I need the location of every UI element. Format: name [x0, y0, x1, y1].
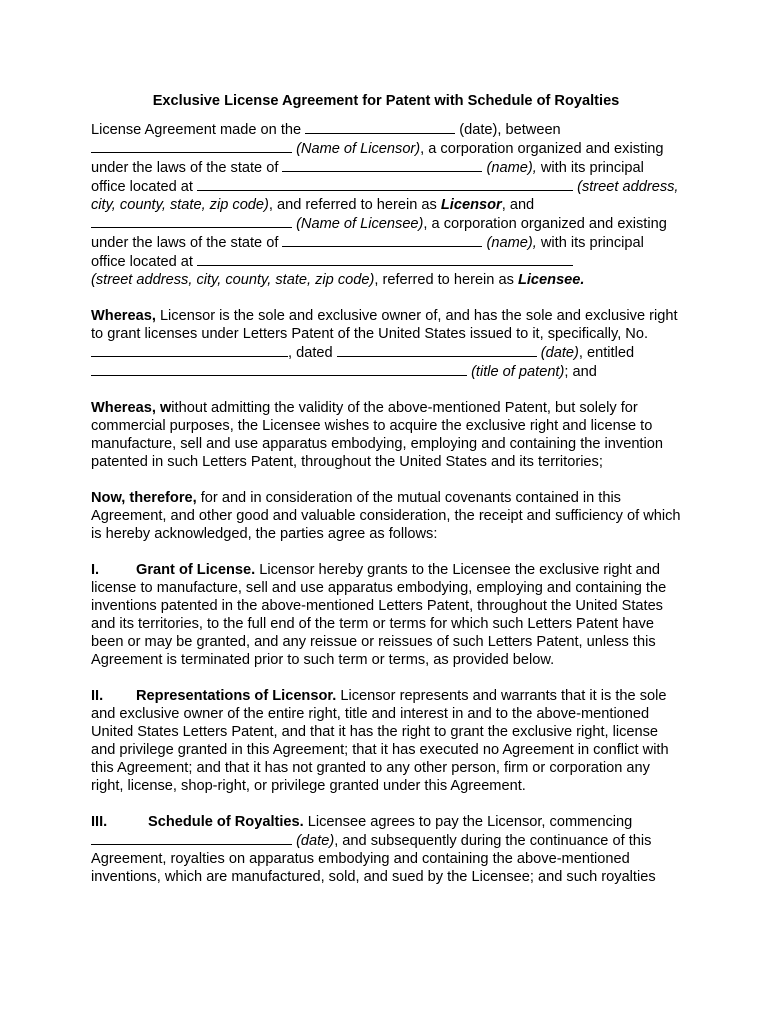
- licensee-address-blank[interactable]: [197, 252, 573, 266]
- whereas-lead: Whereas, w: [91, 400, 172, 416]
- intro-text: , and referred to herein as: [268, 197, 441, 213]
- intro-text: (date), between: [459, 122, 561, 138]
- section-heading: Grant of License.: [136, 562, 256, 578]
- patent-date-blank[interactable]: [337, 343, 537, 357]
- section-heading: Representations of Licensor.: [136, 688, 337, 704]
- licensor-address-blank[interactable]: [197, 177, 573, 191]
- section-number: II.: [91, 688, 104, 704]
- intro-text: , referred to herein as: [374, 272, 518, 288]
- patent-title-label: (title of patent): [471, 364, 565, 380]
- licensee-name-label: (Name of Licensee): [296, 216, 424, 232]
- section-text: Licensor represents and warrants that it is the sole and exclusive owner of the entire right, title and interest in and to the above-mentioned United States Letters Patent, and that it has the right to grant the exclusive right, license and privilege granted in this Agreement; that it has executed no Agreement in conflict with this Agreement; and that it has not granted to any other person, firm or corporation any right, license, shop-right, or privilege granted under this Agreement.: [91, 688, 669, 794]
- state-name-label: (name),: [486, 235, 537, 251]
- patent-title-blank[interactable]: [91, 362, 467, 376]
- section-number: I.: [91, 562, 100, 578]
- whereas-paragraph-2: [91, 399, 681, 471]
- section-representations: [91, 687, 681, 795]
- now-therefore-lead: Now, therefore,: [91, 490, 197, 506]
- document-title: Exclusive License Agreement for Patent with Schedule of Royalties: [152, 93, 620, 109]
- intro-text: with its principal office located at: [91, 235, 644, 270]
- intro-text: , a corporation organized and existing under the laws of the state of: [91, 216, 667, 251]
- whereas-text: , entitled: [578, 345, 635, 361]
- now-therefore-paragraph: [91, 489, 681, 543]
- royalty-start-date-blank[interactable]: [91, 831, 292, 845]
- date-label: (date): [296, 833, 335, 849]
- whereas-text: , dated: [288, 345, 333, 361]
- section-number: III.: [91, 814, 108, 830]
- document-body: [91, 92, 681, 904]
- whereas-text: Licensor is the sole and exclusive owner of, and has the sole and exclusive right to grant licenses under Letters Patent of the United States issued to it, specifically, No.: [91, 308, 678, 342]
- intro-text: , and: [501, 197, 535, 213]
- licensor-term: Licensor: [440, 197, 502, 213]
- licensee-name-blank[interactable]: [91, 214, 292, 228]
- licensor-state-blank[interactable]: [282, 158, 482, 172]
- whereas-text: ithout admitting the validity of the above-mentioned Patent, but solely for commercial purposes, the Licensee wishes to acquire the exclusive right and license to manufacture, sell and use apparatus embodying, employing and containing the invention patented in such Letters Patent, throughout the United States and its territories;: [91, 400, 663, 470]
- date-label: (date): [540, 345, 579, 361]
- licensor-name-label: (Name of Licensor): [296, 141, 421, 157]
- intro-text: , a corporation organized and existing under the laws of the state of: [91, 141, 664, 176]
- section-text: Licensee agrees to pay the Licensor, commencing: [303, 814, 633, 830]
- licensee-term: Licensee.: [517, 272, 585, 288]
- section-heading: Schedule of Royalties.: [148, 814, 304, 830]
- patent-number-blank[interactable]: [91, 343, 288, 357]
- licensor-name-blank[interactable]: [91, 139, 292, 153]
- now-therefore-text: for and in consideration of the mutual covenants contained in this Agreement, and other good and valuable consideration, the receipt and sufficiency of which is hereby acknowledged, the parties agree as follows:: [91, 490, 681, 542]
- whereas-text: ; and: [564, 364, 597, 380]
- agreement-date-blank[interactable]: [305, 120, 455, 134]
- state-name-label: (name),: [486, 160, 537, 176]
- section-grant-of-license: [91, 561, 681, 669]
- intro-paragraph: [91, 120, 681, 289]
- address-label: (street address, city, county, state, zip code): [91, 179, 679, 213]
- section-text: Licensor hereby grants to the Licensee the exclusive right and license to manufacture, sell and use apparatus embodying, employing and containing the inventions patented in the above-mentioned Letters Patent, throughout the United States and its territories, to the full end of the term or terms for which such Letters Patent have been or may be granted, and any reissue or reissues of such Letters Patent, unless this Agreement is terminated prior to such term or terms, as provided below.: [91, 562, 667, 668]
- address-label: (street address, city, county, state, zip code): [91, 272, 375, 288]
- intro-text: License Agreement made on the: [91, 122, 302, 138]
- section-text: , and subsequently during the continuance of this Agreement, royalties on apparatus embodying and containing the above-mentioned inventions, which are manufactured, sold, and sued by the Licensee; and such royalties: [91, 833, 656, 885]
- whereas-paragraph-1: [91, 307, 681, 381]
- intro-text: with its principal office located at: [91, 160, 644, 195]
- whereas-lead: Whereas,: [91, 308, 156, 324]
- licensee-state-blank[interactable]: [282, 233, 482, 247]
- section-schedule-of-royalties: [91, 813, 681, 886]
